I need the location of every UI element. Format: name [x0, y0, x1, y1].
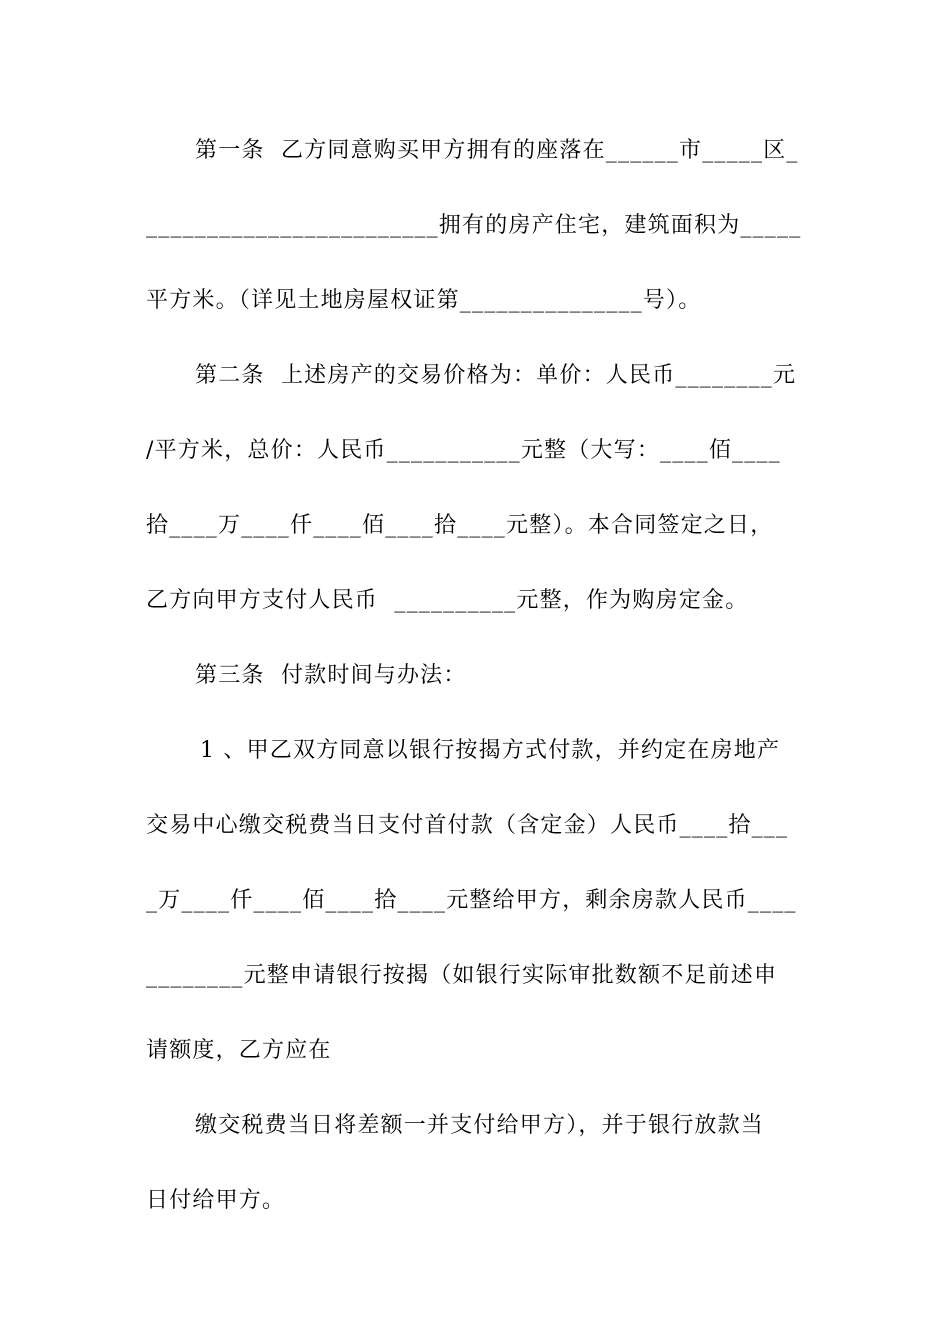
article-3-item-1-line-2: 交易中心缴交税费当日支付首付款（含定金）人民币____拾___ — [146, 813, 789, 838]
article-2-line-3: 拾____万____仟____佰____拾____元整）。本合同签定之日， — [146, 513, 774, 538]
article-3-item-1-line-4: ________元整申请银行按揭（如银行实际审批数额不足前述申 — [146, 963, 778, 988]
article-3-heading: 第三条 付款时间与办法： — [195, 663, 467, 688]
article-3-item-1-line-7: 日付给甲方。 — [146, 1188, 286, 1213]
article-1-line-2: ________________________拥有的房产住宅，建筑面积为_____ — [146, 213, 802, 238]
article-3-item-1-line-1: 1 、甲乙双方同意以银行按揭方式付款，并约定在房地产 — [200, 738, 781, 763]
article-2-line-2: /平方米，总价：人民币___________元整（大写：____佰____ — [146, 438, 781, 463]
article-3-item-1-line-5: 请额度，乙方应在 — [146, 1038, 332, 1063]
article-2-line-4: 乙方向甲方支付人民币 __________元整，作为购房定金。 — [146, 588, 749, 613]
article-1-line-3: 平方米。（详见土地房屋权证第_______________号）。 — [146, 288, 702, 313]
article-3-item-1-line-6: 缴交税费当日将差额一并支付给甲方），并于银行放款当 — [195, 1113, 765, 1138]
article-2-line-1: 第二条 上述房产的交易价格为：单价：人民币________元 — [195, 363, 797, 388]
article-1-line-1: 第一条 乙方同意购买甲方拥有的座落在______市_____区_ — [195, 138, 799, 163]
article-3-item-1-line-3: _万____仟____佰____拾____元整给甲方，剩余房款人民币____ — [146, 888, 797, 913]
